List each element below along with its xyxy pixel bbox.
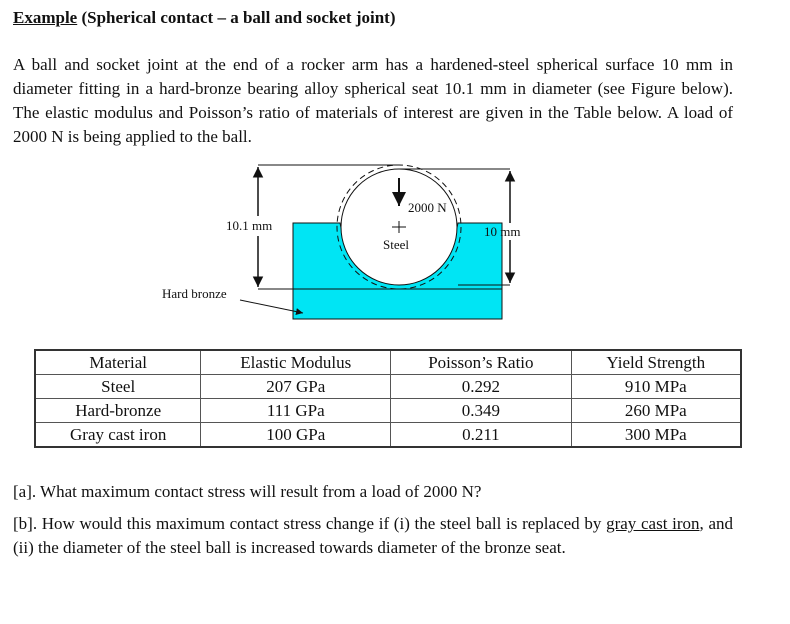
table-cell: Steel bbox=[35, 375, 201, 399]
table-header-row bbox=[35, 350, 741, 375]
header-cell: Yield Strength bbox=[571, 350, 741, 375]
question-a: [a]. What maximum contact stress will result from a load of 2000 N? bbox=[13, 482, 482, 501]
example-label: Example bbox=[13, 8, 78, 27]
table-cell: 207 GPa bbox=[201, 375, 391, 399]
table-cell: Gray cast iron bbox=[35, 423, 201, 448]
seat-dim-label: 10.1 mm bbox=[226, 218, 273, 233]
example-heading: (Spherical contact – a ball and socket joint) bbox=[77, 8, 396, 27]
table-cell: 100 GPa bbox=[201, 423, 391, 448]
table-cell: Hard-bronze bbox=[35, 399, 201, 423]
question-b-part2: , and (ii) the diameter of the steel ball is increased towards diameter of the bronze seat. bbox=[13, 514, 733, 557]
table-cell: 0.349 bbox=[391, 399, 571, 423]
table-cell: 260 MPa bbox=[571, 399, 741, 423]
table-cell: 0.292 bbox=[391, 375, 571, 399]
table-cell: 0.211 bbox=[391, 423, 571, 448]
table-cell: 910 MPa bbox=[571, 375, 741, 399]
seat-label: Hard bronze bbox=[162, 286, 227, 301]
ball-label: Steel bbox=[383, 237, 409, 252]
material-properties-table bbox=[34, 349, 742, 448]
table-cell: 111 GPa bbox=[201, 399, 391, 423]
header-cell: Poisson’s Ratio bbox=[391, 350, 571, 375]
load-label: 2000 N bbox=[408, 200, 447, 215]
table-row bbox=[35, 375, 741, 399]
question-b bbox=[13, 512, 733, 560]
table-cell: 300 MPa bbox=[571, 423, 741, 448]
header-cell: Elastic Modulus bbox=[201, 350, 391, 375]
table-row bbox=[35, 399, 741, 423]
ball-dim-label: 10 mm bbox=[484, 224, 521, 239]
question-b-part1: [b]. How would this maximum contact stress change if (i) the steel ball is replaced by bbox=[13, 514, 607, 533]
problem-statement: A ball and socket joint at the end of a rocker arm has a hardened-steel spherical surface 10 mm in diameter fitting in a hard-bronze bearing alloy spherical seat 10.1 mm in diameter (see Figure below). The elastic modulus and Poisson’s ratio of materials of interest are given in the Table below. A load of 2000 N is being applied to the ball. bbox=[13, 55, 733, 146]
question-b-underlined: gray cast iron bbox=[606, 514, 700, 533]
header-cell: Material bbox=[35, 350, 201, 375]
table-row bbox=[35, 423, 741, 448]
